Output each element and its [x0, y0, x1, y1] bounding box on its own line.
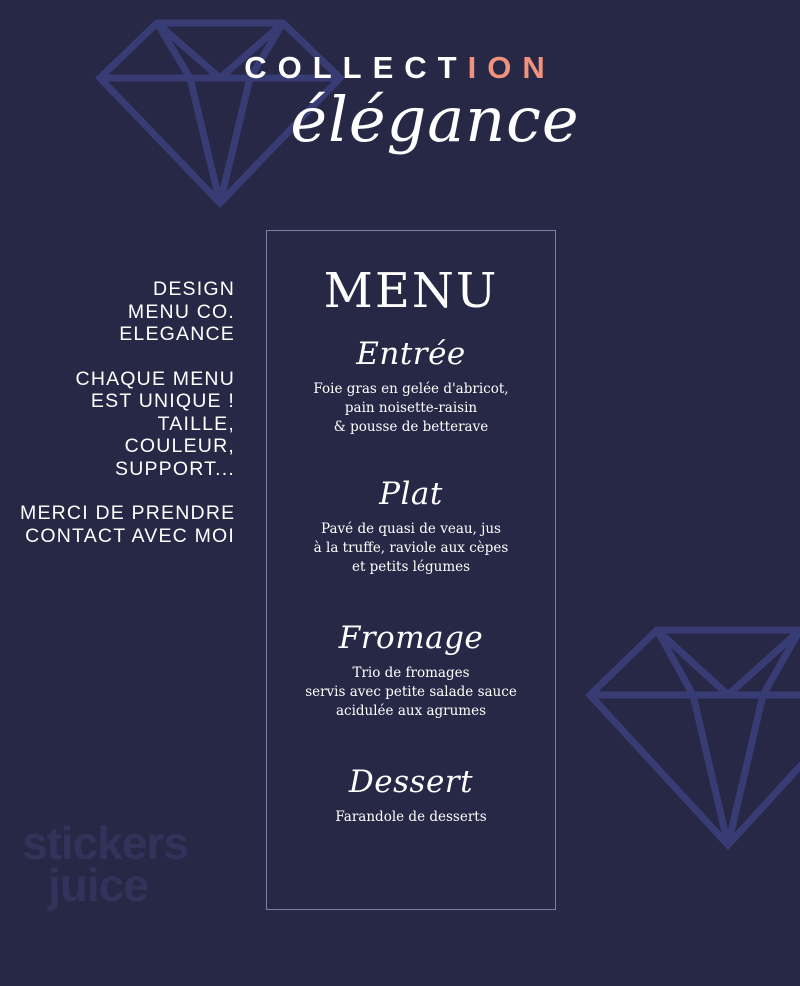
course-description — [267, 380, 555, 437]
menu-course-fromage — [267, 621, 555, 721]
menu-course-plat — [267, 477, 555, 577]
course-name: Plat — [379, 476, 443, 513]
info-line: CHAQUE MENU — [75, 367, 235, 390]
elegance-script-title: élégance — [290, 83, 580, 156]
info-paragraph — [20, 368, 235, 481]
info-line: ELEGANCE — [119, 323, 235, 345]
course-name: Entrée — [356, 336, 466, 372]
course-description-line: pain noisette-raisin — [344, 400, 478, 417]
info-paragraph — [20, 278, 235, 346]
watermark-line-2: juice — [48, 859, 148, 911]
course-description-line: acidulée aux agrumes — [335, 703, 487, 720]
info-line: EST UNIQUE ! — [90, 390, 235, 412]
info-line: DESIGN — [153, 278, 235, 300]
info-line: TAILLE, — [157, 412, 235, 435]
course-description-line: et petits légumes — [351, 559, 471, 576]
course-description-line: Pavé de quasi de veau, jus — [321, 521, 501, 538]
course-description — [267, 664, 555, 721]
info-line: COULEUR, — [124, 435, 235, 457]
menu-course-entree — [267, 337, 555, 437]
course-description-line: Trio de fromages — [352, 665, 470, 682]
watermark-line-1: stickers — [22, 817, 188, 869]
menu-card — [266, 230, 556, 910]
collection-wordmark — [0, 52, 800, 83]
menu-title: MENU — [323, 263, 499, 319]
course-description — [267, 520, 555, 577]
course-name: Fromage — [338, 620, 484, 657]
course-description-line: Farandole de desserts — [335, 809, 487, 826]
info-line: MENU CO. — [127, 300, 235, 323]
course-description — [267, 808, 555, 827]
course-description-line: à la truffe, raviole aux cèpes — [313, 540, 509, 557]
course-description-line: servis avec petite salade sauce — [305, 684, 517, 701]
left-info-copy — [20, 278, 235, 547]
info-line: CONTACT AVEC MOI — [25, 524, 235, 547]
watermark — [22, 817, 188, 911]
course-name: Dessert — [348, 764, 474, 801]
menu-course-dessert — [267, 765, 555, 827]
info-paragraph — [20, 502, 235, 547]
course-description-line: & pousse de betterave — [333, 419, 489, 436]
collection-wordmark-accent: ION — [467, 50, 556, 85]
course-description-line: Foie gras en gelée d'abricot, — [313, 381, 509, 398]
diamond-icon — [585, 625, 800, 850]
poster-header — [0, 50, 800, 156]
collection-wordmark-primary: COLLECT — [244, 50, 468, 85]
info-line: SUPPORT... — [114, 457, 235, 480]
info-line: MERCI DE PRENDRE — [20, 502, 236, 524]
